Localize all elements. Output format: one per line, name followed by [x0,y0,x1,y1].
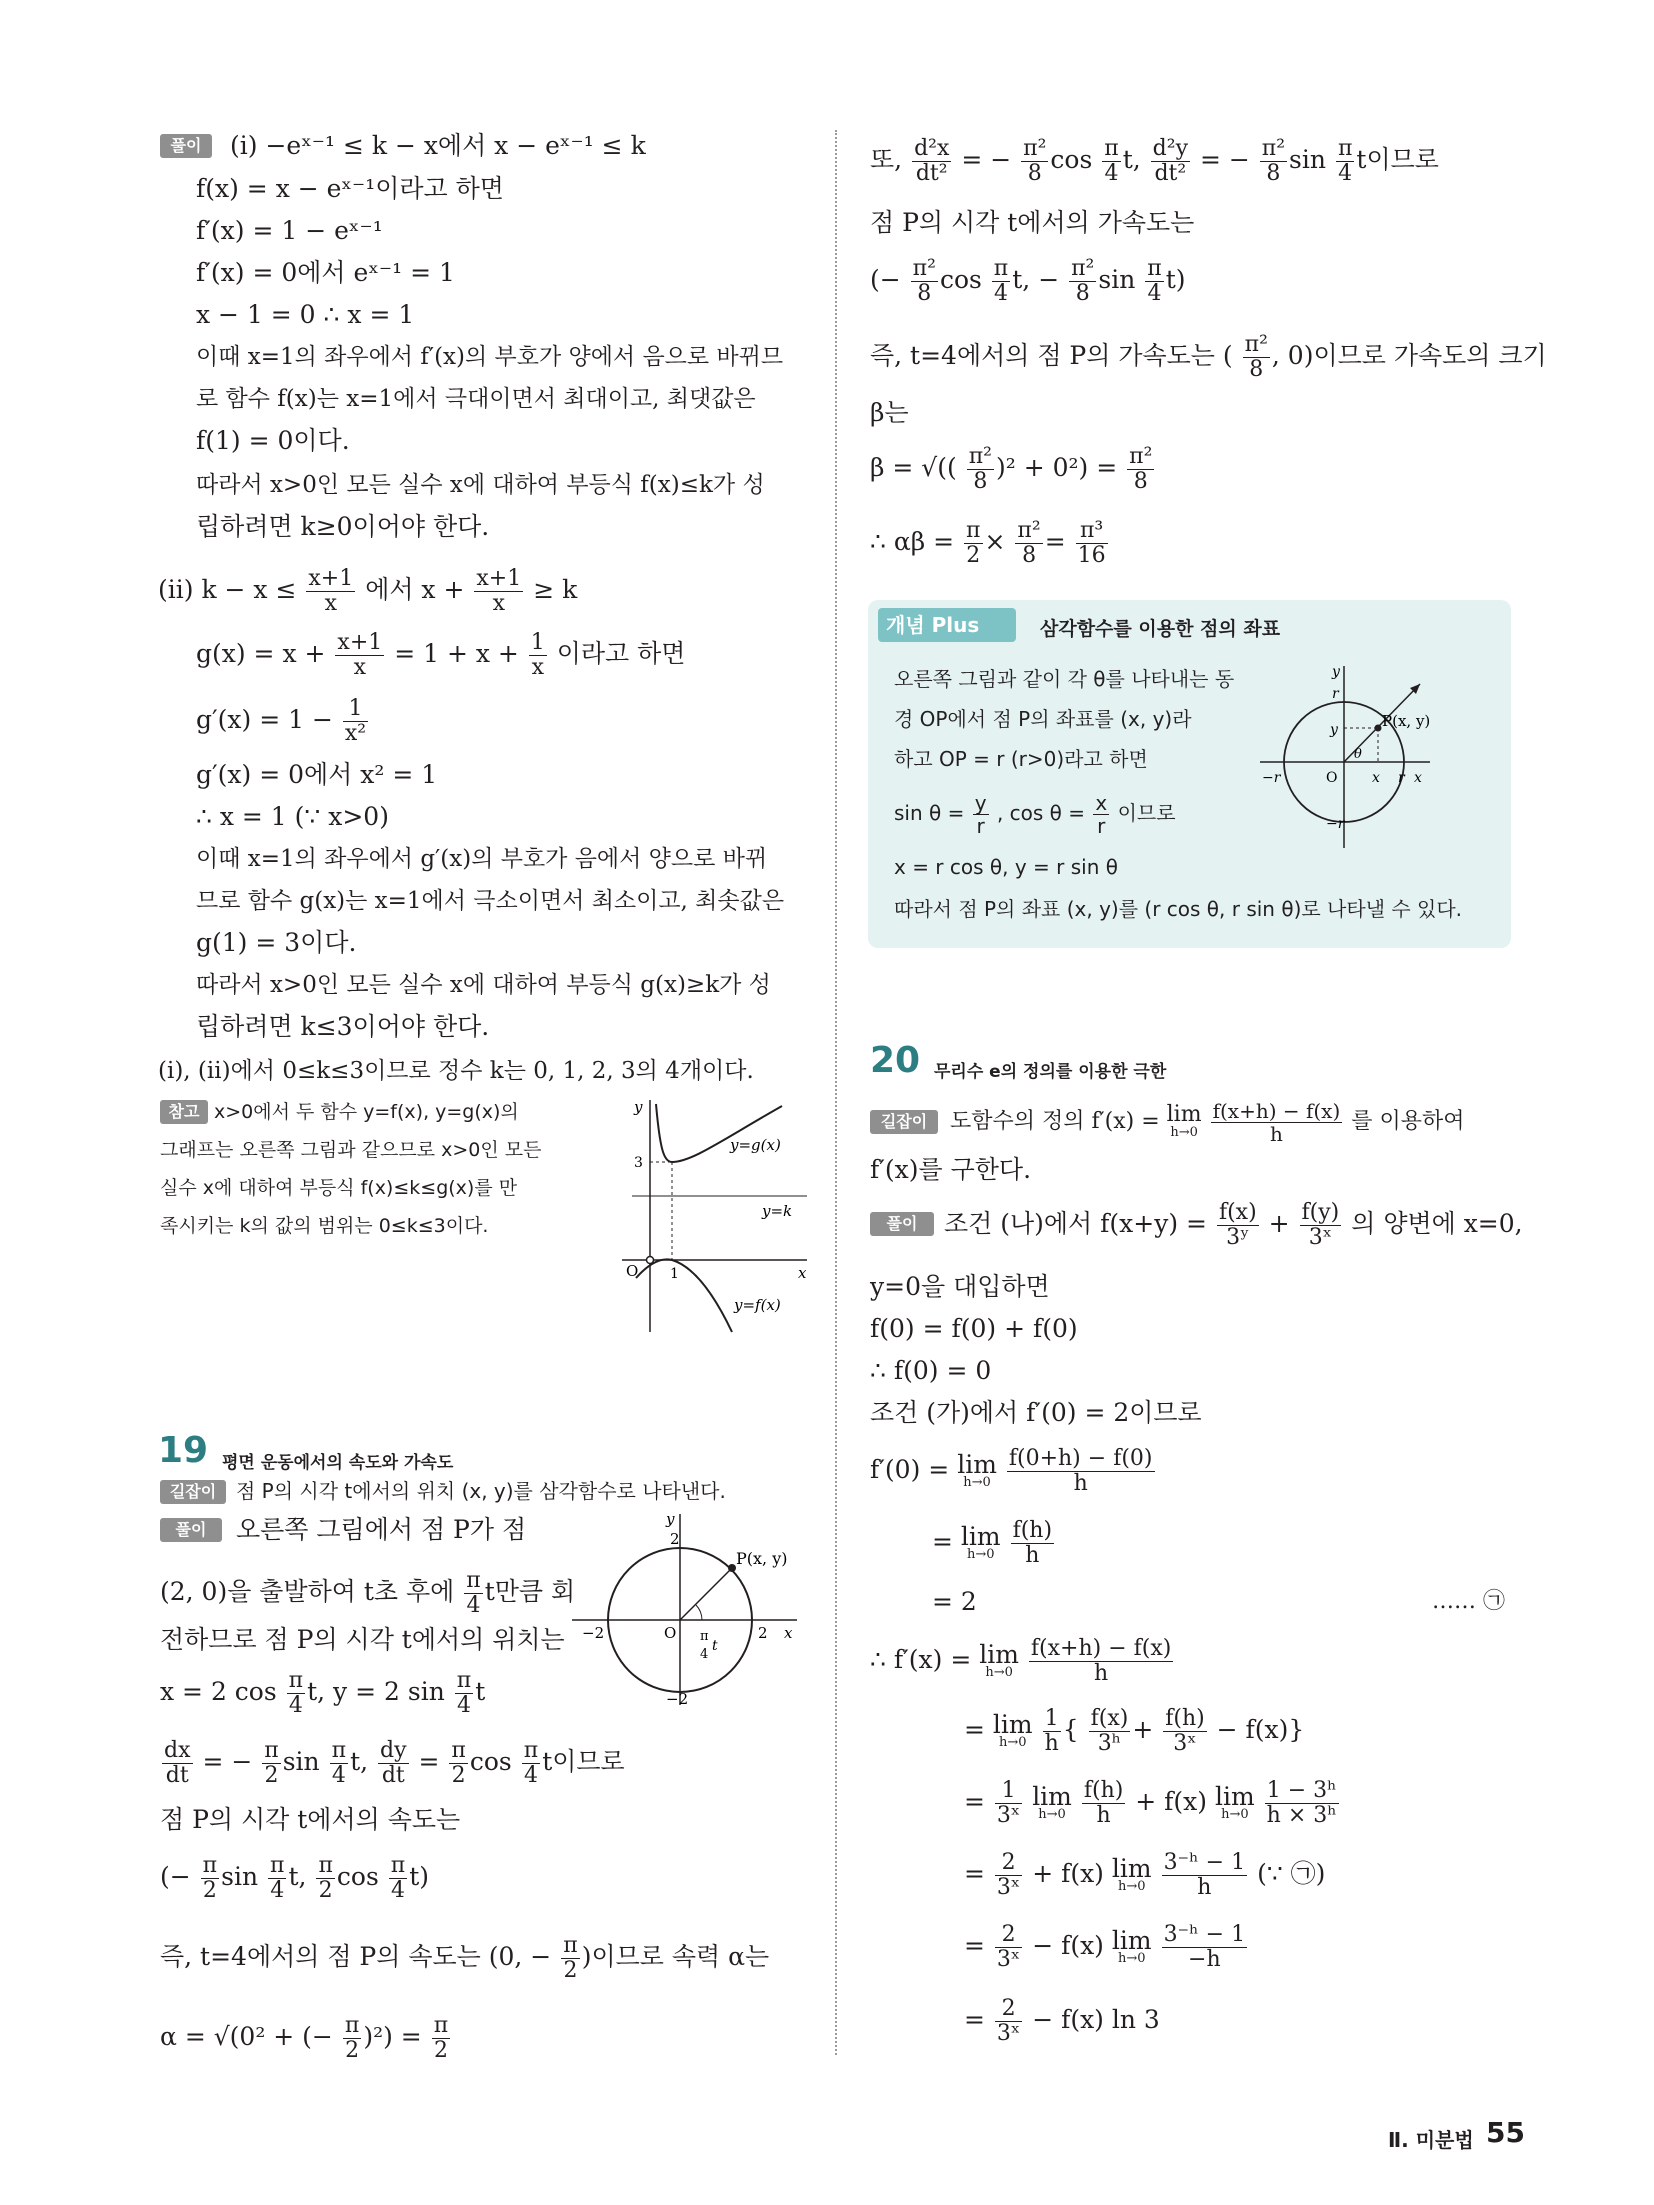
concept-plus-header: 개념 Plus [878,608,1016,642]
text-line: 전하므로 점 P의 시각 t에서의 위치는 [160,1625,565,1654]
function-graph [612,1100,812,1335]
angle-num: π [700,1629,709,1644]
text-line: 립하려면 k≥0이어야 한다. [196,512,490,541]
text-line: f′(x) = 0에서 eˣ⁻¹ = 1 [196,258,455,287]
tick-2-x: 2 [758,1624,768,1642]
equation-line: (− $\frac{\text{π²}}{8}$ cos $\frac{\pi}{4}$ t, − $\frac{\text{π²}}{8}$ sin $\frac{\pi}{4}$ t) [870,256,1186,306]
text-line: ∴ x = 1 (∵ x>0) [196,802,389,831]
equation-line: f′(0) = lim h→0 $\frac{f(0+h) - f(0)}{h}$ [870,1446,1153,1496]
equation-line: (2, 0)을 출발하여 t초 후에 $\frac{\pi}{4}$ t만큼 회 [160,1568,576,1618]
equation-line: α = √(0² + (− $\frac{\pi}{2}$ )²) = $\frac{\pi}{2}$ [160,2013,449,2063]
plus-line: x = r cos θ, y = r sin θ [894,855,1118,879]
text-line: 이때 x=1의 좌우에서 g′(x)의 부호가 음에서 양으로 바뀌 [196,846,768,872]
text-line: g′(x) = 0에서 x² = 1 [196,760,438,789]
x-label: x [784,1624,793,1642]
theta-label: θ [1354,747,1362,762]
k-label: y=k [762,1202,793,1220]
angle-arc [696,1605,702,1620]
text-line: f(x) = x − eˣ⁻¹이라고 하면 [196,174,504,203]
text-line: 므로 함수 g(x)는 x=1에서 극소이면서 최소이고, 최솟값은 [196,888,785,914]
y-label: y [634,1100,643,1116]
r-top: r [1332,686,1339,702]
solution-badge: 풀이 [870,1212,934,1236]
plus-line: 오른쪽 그림과 같이 각 θ를 나타내는 동 [894,667,1235,691]
solution-badge: 풀이 [160,1518,222,1542]
tick-3: 3 [634,1155,643,1171]
text-line: 점 P의 시각 t에서의 속도는 [160,1805,461,1834]
text-line: 로 함수 f(x)는 x=1에서 극대이면서 최대이고, 최댓값은 [196,386,756,412]
radius-op [680,1568,732,1620]
solution-badge: 풀이 [160,134,212,158]
text-line: f′(x) = 1 − eˣ⁻¹ [196,216,383,245]
section-number: 20 [870,1040,921,1081]
equation-line: = $\frac{2}{\text{3ˣ}}$ + f(x) lim h→0 $\frac{\text{3⁻ʰ − 1}}{h}$ (∵ ㉠) [964,1850,1326,1900]
r-left: −r [1262,770,1281,786]
text-line: 따라서 x>0인 모든 실수 x에 대하여 부등식 f(x)≤k가 성 [196,472,765,498]
fx-label: y=f(x) [734,1296,781,1314]
text-line: = 2 [932,1587,977,1616]
text-line: f(1) = 0이다. [196,426,350,455]
tick-2-y: 2 [670,1530,680,1548]
origin-label: O [1326,770,1338,786]
text-line: g(1) = 3이다. [196,928,357,957]
text-line: 조건 (가)에서 f′(0) = 2이므로 [870,1398,1202,1427]
equation-line: g(x) = x + $\frac{x+1}{x}$ = 1 + x + $\frac{1}{x}$ 이라고 하면 [196,630,686,680]
guide-badge: 길잡이 [870,1110,938,1134]
equation-line: = $\frac{2}{\text{3ˣ}}$ − f(x) lim h→0 $\frac{\text{3⁻ʰ − 1}}{-h}$ [964,1922,1246,1972]
guide-equation: 도함수의 정의 f′(x) = lim h→0 $\frac{f(x+h) - f(x)}{h}$ 를 이용하여 [950,1098,1465,1146]
text-line: 점 P의 시각 t에서의 가속도는 [870,208,1195,237]
section-title: 평면 운동에서의 속도와 가속도 [222,1453,454,1473]
page-number: 55 [1486,2116,1525,2149]
text-line: (ⅰ) −eˣ⁻¹ ≤ k − x에서 x − eˣ⁻¹ ≤ k [230,131,646,160]
circle-figure [572,1510,812,1710]
plus-equation: sin θ = $\frac{y}{r}$ , cos θ = $\frac{x}{r}$ 이므로 [894,791,1176,838]
x-label: x [1414,770,1422,786]
ref-line: 족시키는 k의 값의 범위는 0≤k≤3이다. [160,1215,489,1237]
reference-badge: 참고 [160,1100,208,1124]
chapter-label: Ⅱ. 미분법 [1388,2128,1474,2152]
y-label: y [1332,664,1340,680]
open-point [647,1257,654,1264]
text-line: x − 1 = 0 ∴ x = 1 [196,300,415,329]
equation-line: = lim h→0 $\frac{1}{h}$ { $\frac{f(x)}{\text{3ʰ}}$ + $\frac{f(h)}{\text{3ˣ}}$ − f(x)} [964,1706,1305,1756]
tick-neg2-y: −2 [666,1690,689,1708]
equation-line: 조건 (나)에서 f(x+y) = $\frac{f(x)}{\text{3ʸ}}$ + $\frac{f(y)}{\text{3ˣ}}$ 의 양변에 x=0, [944,1200,1523,1250]
equation-line: 또, $\frac{\text{d²x}}{\text{dt²}}$ = − $\frac{\text{π²}}{8}$ cos $\frac{\pi}{4}$ t, $\frac{\text{d²y}}{\text{dt²}}$ = − $\frac{\text{π²}}{8}$ sin $\frac{\pi}{4}$ t이므로 [870,136,1439,186]
text-line: ∴ f(0) = 0 [870,1356,992,1385]
section-number: 19 [158,1430,209,1471]
equation-line: 즉, t=4에서의 점 P의 속도는 (0, − $\frac{\pi}{2}$ )이므로 속력 α는 [160,1933,770,1983]
text-line: 이때 x=1의 좌우에서 f′(x)의 부호가 양에서 음으로 바뀌므 [196,344,784,370]
angle-t: t [712,1638,718,1654]
plus-line: 경 OP에서 점 P의 좌표를 (x, y)라 [894,707,1192,731]
equation-line: g′(x) = 1 − $\frac{1}{\text{x²}}$ [196,696,367,746]
ref-line: x>0에서 두 함수 y=f(x), y=g(x)의 [214,1101,519,1123]
text-line: f(0) = f(0) + f(0) [870,1314,1078,1343]
equation-line: β = √(( $\frac{\text{π²}}{8}$ )² + 0²) = $\frac{\text{π²}}{8}$ [870,444,1153,494]
equation-line: (− $\frac{\pi}{2}$ sin $\frac{\pi}{4}$ t, $\frac{\pi}{2}$ cos $\frac{\pi}{4}$ t) [160,1853,430,1903]
x-coord: x [1372,770,1380,786]
column-divider [835,130,837,2055]
text-line: 오른쪽 그림에서 점 P가 점 [236,1515,527,1544]
gx-label: y=g(x) [730,1136,781,1154]
equation-line: (ⅱ) k − x ≤ $\frac{x+1}{x}$ 에서 x + $\frac{x+1}{x}$ ≥ k [158,566,578,616]
text-line: 립하려면 k≤3이어야 한다. [196,1012,490,1041]
equation-line: $\frac{dx}{dt}$ = − $\frac{\pi}{2}$ sin $\frac{\pi}{4}$ t, $\frac{dy}{dt}$ = $\frac{\pi}{2}$ cos $\frac{\pi}{4}$ t이므로 [164,1738,625,1788]
text-line: f′(x)를 구한다. [870,1155,1032,1184]
equation-marker: …… ㉠ [1432,1589,1505,1614]
r-bottom: −r [1326,816,1345,832]
plus-line: 따라서 점 P의 좌표 (x, y)를 (r cos θ, r sin θ)로 나타낼 수 있다. [894,897,1463,921]
equation-line: ∴ f′(x) = lim h→0 $\frac{f(x+h) - f(x)}{h}$ [870,1636,1172,1686]
y-label: y [666,1510,675,1528]
equation-line: x = 2 cos $\frac{\pi}{4}$ t, y = 2 sin $\frac{\pi}{4}$ t [160,1668,486,1718]
ref-line: 그래프는 오른쪽 그림과 같으므로 x>0인 모든 [160,1139,542,1161]
equation-line: ∴ αβ = $\frac{\pi}{2}$ × $\frac{\text{π²}}{8}$ = $\frac{\text{π³}}{16}$ [870,518,1106,568]
text-line: 따라서 x>0인 모든 실수 x에 대하여 부등식 g(x)≥k가 성 [196,972,771,998]
x-label: x [798,1264,807,1282]
r-right: r [1398,770,1405,786]
origin-label: O [664,1624,677,1642]
equation-line: = $\frac{2}{\text{3ˣ}}$ − f(x) ln 3 [964,1996,1160,2046]
text-line: β는 [870,398,909,427]
equation-line: 즉, t=4에서의 점 P의 가속도는 ( $\frac{\text{π²}}{8}$ , 0)이므로 가속도의 크기 [870,332,1547,382]
tick-neg2-x: −2 [582,1624,605,1642]
ref-line: 실수 x에 대하여 부등식 f(x)≤k≤g(x)를 만 [160,1177,518,1199]
origin-label: O [626,1262,639,1280]
guide-text: 점 P의 시각 t에서의 위치 (x, y)를 삼각함수로 나타낸다. [236,1479,726,1503]
point-p [1375,725,1382,732]
text-line: y=0을 대입하면 [870,1272,1050,1301]
equation-line: = $\frac{1}{\text{3ˣ}}$ lim h→0 $\frac{f(h)}{h}$ + f(x) lim h→0 $\frac{\text{1 − 3ʰ}}{\text{h × 3ʰ}}$ [964,1778,1337,1828]
point-p [728,1564,736,1572]
unit-circle-figure [1260,662,1500,852]
section-title: 무리수 e의 정의를 이용한 극한 [934,1062,1167,1082]
point-p-label: P(x, y) [1382,712,1431,730]
equation-line: = lim h→0 $\frac{f(h)}{h}$ [932,1518,1053,1568]
text-line: (ⅰ), (ⅱ)에서 0≤k≤3이므로 정수 k는 0, 1, 2, 3의 4개이다. [158,1058,754,1084]
plus-line: 하고 OP = r (r>0)라고 하면 [894,747,1148,771]
tick-1: 1 [670,1266,679,1282]
guide-badge: 길잡이 [160,1480,226,1504]
concept-plus-title: 삼각함수를 이용한 점의 좌표 [1040,618,1281,640]
y-coord: y [1330,722,1338,738]
angle-den: 4 [700,1647,709,1662]
point-p-label: P(x, y) [736,1549,788,1568]
